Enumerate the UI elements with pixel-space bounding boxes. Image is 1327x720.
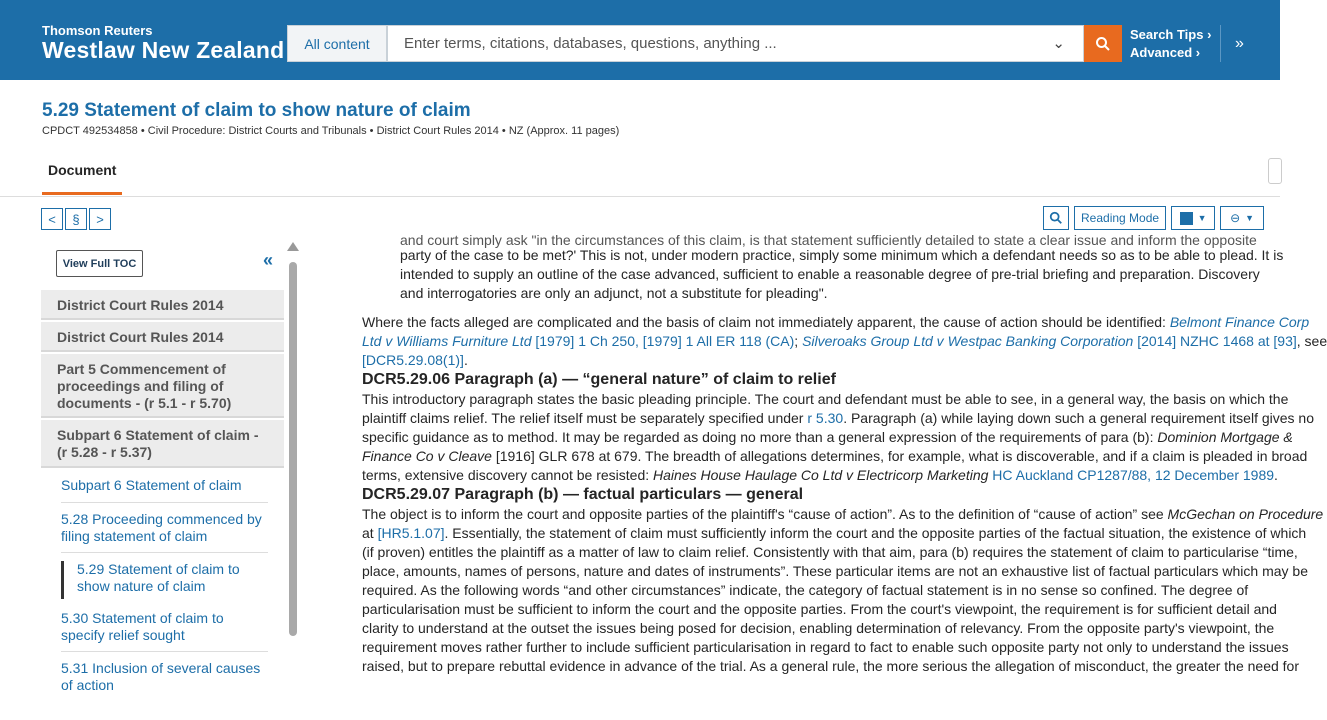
search-in-document-button[interactable] <box>1043 206 1069 230</box>
search-placeholder: Enter terms, citations, databases, questions, anything ... <box>404 35 777 52</box>
quote-line: party of the case to be met?' This is not, under modern practice, simply some minimum which a defendant needs so as to be able to plead. It is <box>400 247 1284 263</box>
text: terms, extensive discovery cannot be resisted: <box>362 467 654 483</box>
reading-mode-button[interactable]: Reading Mode <box>1074 206 1166 230</box>
text: . <box>1274 467 1278 483</box>
document-tools <box>1043 206 1264 232</box>
case-name: Haines House Haulage Co Ltd v Electricorp Marketing <box>653 467 989 483</box>
rule-link[interactable]: r 5.30 <box>807 410 844 426</box>
quote-line: and interrogatories are only an adjunct, not a substitute for pleading". <box>400 285 828 301</box>
advanced-search-link[interactable]: Advanced › <box>1130 45 1201 60</box>
text-line: raised, but to prepare rebuttal evidence in advance of the trial. As a general rule, the more serious the allegation of misconduct, the greater the need for <box>362 658 1300 674</box>
text-line: requirement moves rather further to include sufficient particularisation in regard to fact to enable such opposite party not only to understand the issues <box>362 639 1289 655</box>
text: The object is to inform the court and opposite parties of the plaintiff's “cause of action”. As to the definition of “cause of action” see <box>362 506 1168 522</box>
toc-item-part-5[interactable]: Part 5 Commencement of proceedings and filing of documents - (r 5.1 - r 5.70) <box>41 354 284 418</box>
paragraph <box>362 447 1308 466</box>
book-title: McGechan on Procedure <box>1167 506 1324 522</box>
text: . Paragraph (a) while laying down such a general requirement itself gives no <box>843 410 1314 426</box>
toc-link-5-28[interactable]: 5.28 Proceeding commenced by filing statement of claim <box>61 511 268 553</box>
collapse-toc-icon[interactable]: « <box>263 250 274 270</box>
section-heading: DCR5.29.07 Paragraph (b) — factual particulars — general <box>362 486 804 503</box>
search-input[interactable] <box>387 25 1084 62</box>
paragraph <box>362 409 1314 428</box>
text: , see <box>1296 333 1327 349</box>
view-full-toc-button[interactable]: View Full TOC <box>56 250 143 277</box>
text: . Essentially, the statement of claim must sufficiently inform the court and the opposite parties of the factual situation, the existence of which <box>444 525 1307 541</box>
search-icon <box>1049 211 1063 225</box>
search-links <box>1130 26 1211 62</box>
text-line: place, amounts, names of persons, nature and dates of instruments”. These particular items are not an exhaustive list of factual particulars which may be <box>362 563 1308 579</box>
text: Where the facts alleged are complicated and the basis of claim not immediately apparent, the cause of action should be identified: <box>362 314 1170 330</box>
case-link[interactable]: Silveroaks Group Ltd v Westpac Banking Corporation <box>802 333 1134 349</box>
toc-item-district-court-rules[interactable]: District Court Rules 2014 <box>41 290 284 320</box>
chevron-down-icon[interactable]: ⌄ <box>1052 35 1065 52</box>
brand-small: Thomson Reuters <box>42 23 153 38</box>
section-heading: DCR5.29.06 Paragraph (a) — “general nature” of claim to relief <box>362 371 836 388</box>
page-title: 5.29 Statement of claim to show nature of claim <box>42 100 471 121</box>
document-nav <box>41 208 113 230</box>
toc-item-district-court-rules-2[interactable]: District Court Rules 2014 <box>41 322 284 352</box>
chevron-down-icon: ▼ <box>1245 213 1255 223</box>
text: at <box>362 525 378 541</box>
side-panel-handle[interactable] <box>1268 158 1282 184</box>
scroll-up-arrow[interactable] <box>287 242 299 251</box>
search-icon <box>1095 36 1111 52</box>
toc-link-5-31[interactable]: 5.31 Inclusion of several causes of action <box>61 660 261 693</box>
next-button[interactable]: > <box>89 208 111 230</box>
brand-name: Westlaw New Zealand <box>42 37 285 63</box>
toc-item-subpart-6[interactable]: Subpart 6 Statement of claim - (r 5.28 - r 5.37) <box>41 420 284 468</box>
brand-logo[interactable] <box>42 24 284 63</box>
text: ; <box>794 333 803 349</box>
search-button[interactable] <box>1084 25 1122 62</box>
paragraph <box>362 466 1280 485</box>
quote-line: and court simply ask "in the circumstances of this claim, is that statement sufficiently detailed to state a clear issue and inform the opposite <box>400 232 1257 248</box>
chevron-down-icon: ▼ <box>1197 213 1207 223</box>
paragraph <box>362 428 1293 447</box>
document-body <box>362 232 1327 676</box>
tab-divider <box>0 196 1280 197</box>
case-name: Dominion Mortgage & <box>1157 429 1293 445</box>
text: . <box>463 352 468 368</box>
cross-ref-link[interactable]: [DCR5.29.08(1)] <box>362 352 464 368</box>
header-bar <box>0 0 1280 80</box>
document-meta: CPDCT 492534858 • Civil Procedure: District Courts and Tribunals • District Court Rules 2014 • NZ (Approx. 11 pages) <box>42 125 620 137</box>
previous-button[interactable]: < <box>41 208 63 230</box>
paragraph <box>362 332 1327 351</box>
text: plaintiff claims relief. The relief itself must be separately specified under <box>362 410 808 426</box>
annotate-button[interactable] <box>1171 206 1215 230</box>
paragraph <box>362 505 1324 524</box>
text-line: particularisation must be sufficient to inform the court and the opposite parties. From the court's viewpoint, the requirement is for sufficient detail and <box>362 601 1277 617</box>
toc-scrollbar[interactable] <box>289 262 297 636</box>
section-button[interactable]: § <box>65 208 87 230</box>
text-line: This introductory paragraph states the basic pleading principle. The court and defendant must be able to see, in a general way, the basis on which the <box>362 391 1289 407</box>
text: [1916] GLR 678 at 679. The breadth of allegations determines, for example, what is discoverable, and if a claim is pleaded in broad <box>491 448 1308 464</box>
toc-sidebar <box>41 240 286 720</box>
tab-document[interactable]: Document <box>42 162 122 195</box>
citation-link[interactable]: [1979] 1 Ch 250, [1979] 1 All ER 118 (CA) <box>531 333 795 349</box>
case-link[interactable]: Ltd v Williams Furniture Ltd <box>362 333 532 349</box>
text-line: required. As the following words “and other circumstances” indicate, the category of factual statement is in no sense so confined. The degree of <box>362 582 1249 598</box>
case-link[interactable]: Belmont Finance Corp <box>1169 314 1310 330</box>
link-icon: ⊖ <box>1230 211 1241 225</box>
cross-ref-link[interactable]: [HR5.1.07] <box>377 525 445 541</box>
toc-link-5-30[interactable]: 5.30 Statement of claim to specify relief sought <box>61 610 268 652</box>
quote-line: intended to supply an outline of the case advanced, sufficient to enable a reasonable degree of pre-trial briefing and preparation. Discovery <box>400 266 1260 282</box>
note-icon <box>1180 212 1193 225</box>
link-button[interactable] <box>1220 206 1264 230</box>
paragraph <box>362 351 1280 370</box>
search-tips-link[interactable]: Search Tips › <box>1130 27 1212 42</box>
citation-link[interactable]: [2014] NZHC 1468 at [93] <box>1133 333 1297 349</box>
content-scope-selector[interactable]: All content <box>287 25 387 62</box>
toc-link-5-29-active[interactable]: 5.29 Statement of claim to show nature of claim <box>61 561 268 599</box>
paragraph <box>362 524 1307 543</box>
text-line: (if proven) entitles the plaintiff as a matter of law to claim relief. Consistently with that aim, para (b) requires the statement of claim to particularise “time, <box>362 544 1298 560</box>
citation-link[interactable]: HC Auckland CP1287/88, 12 December 1989 <box>988 467 1275 483</box>
text: specific guidance as to method. It may be regarded as doing no more than a general expression of the requirements of para (b): <box>362 429 1158 445</box>
paragraph <box>362 313 1310 332</box>
text-line: clarity to understand at the outset the issues being posed for decision, enabling determination of relevancy. From the opposite party's viewpoint, the <box>362 620 1275 636</box>
toc-link-subpart-6[interactable]: Subpart 6 Statement of claim <box>61 477 268 503</box>
expand-header-button[interactable] <box>1220 25 1258 62</box>
double-chevron-down-icon: » <box>1235 34 1244 52</box>
case-name: Finance Co v Cleave <box>362 448 492 464</box>
